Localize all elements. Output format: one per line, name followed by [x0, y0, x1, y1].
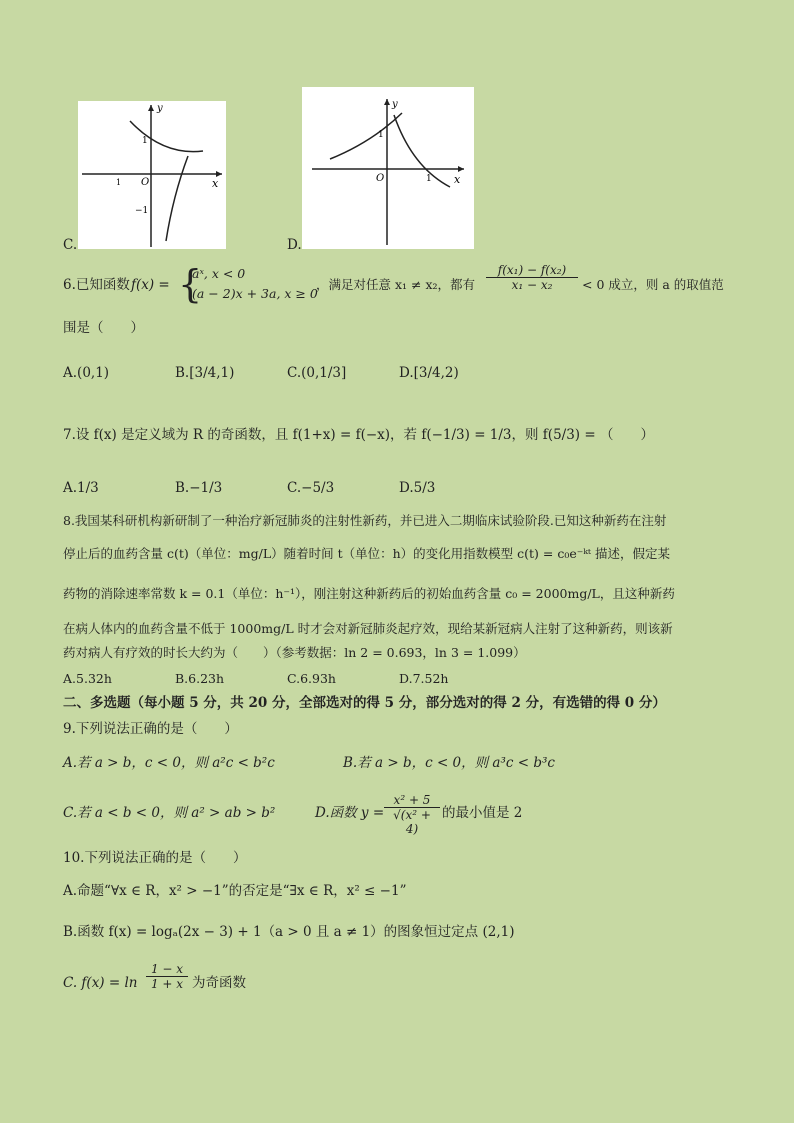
q10-option-b: B.函数 f(x) = logₐ(2x − 3) + 1（a > 0 且 a ≠ 1）的图象恒过定点 (2,1)	[63, 924, 515, 940]
graph-d-x-one: 1	[426, 174, 432, 184]
option-c-label: C.	[63, 237, 78, 253]
q7-option-a	[63, 479, 99, 497]
q6-case1: aˣ, x < 0	[192, 266, 246, 281]
q9-stem: 9.下列说法正确的是（ ）	[63, 721, 238, 737]
option-d-label: D.	[287, 237, 302, 253]
q7-option-b	[175, 479, 222, 497]
graph-c	[78, 101, 226, 249]
q6-option-b-value: [3/4,1)	[189, 365, 235, 381]
graph-d-x-label: x	[454, 173, 461, 186]
graph-c-origin: O	[141, 177, 150, 188]
q10-option-c-suffix: 为奇函数	[192, 975, 246, 991]
q9-option-c: C.若 a < b < 0，则 a² > ab > b²	[63, 805, 276, 821]
graph-c-x-one: 1	[116, 178, 122, 187]
q6-option-c-value: (0,1/3]	[301, 365, 347, 381]
q9-option-d-fraction	[384, 793, 440, 836]
q8-option-b	[175, 670, 224, 688]
q8-line3: 药物的消除速率常数 k = 0.1（单位：h⁻¹），刚注射这种新药后的初始血药含量 c₀ = 2000mg/L，且这种新药	[63, 586, 675, 601]
graph-d-origin: O	[376, 173, 385, 184]
q6-option-d-value: [3/4,2)	[413, 365, 459, 381]
q8-line4: 在病人体内的血药含量不低于 1000mg/L 时才会对新冠肺炎起疗效，现给某新冠病人注射了这种新药，则该新	[63, 621, 673, 636]
q9-option-a: A.若 a > b，c < 0，则 a²c < b²c	[63, 755, 275, 771]
graph-c-x-label: x	[212, 177, 219, 190]
q7-option-c	[287, 479, 334, 497]
q8-line2: 停止后的血药含量 c(t)（单位：mg/L）随着时间 t（单位：h）的变化用指数模型 c(t) = c₀e⁻ᵏᵗ 描述，假定某	[63, 546, 670, 561]
q9-option-b: B.若 a > b，c < 0，则 a³c < b³c	[343, 755, 555, 771]
q8-line5: 药对病人有疗效的时长大约为（ ）（参考数据：ln 2 = 0.693，ln 3 = 1.099）	[63, 645, 526, 660]
q9-option-d-num: x² + 5	[384, 793, 440, 808]
q6-option-b	[175, 364, 234, 382]
graph-c-y-neg-one: −1	[135, 206, 149, 216]
q7-option-a-value: 1/3	[77, 480, 99, 496]
q7-stem: 7.设 f(x) 是定义域为 R 的奇函数，且 f(1+x) = f(−x)，若 f(−1/3) = 1/3，则 f(5/3) = （ ）	[63, 427, 654, 443]
q6-option-b-label: B.	[175, 365, 190, 381]
q9-option-d-den: √(x² + 4)	[393, 808, 431, 836]
q6-function: f(x) =	[131, 277, 170, 293]
graph-d-y-label: y	[392, 99, 398, 110]
q6-prefix: 6.已知函数	[63, 277, 130, 293]
q7-option-c-label: C.	[287, 480, 302, 496]
q7-option-d	[399, 479, 435, 497]
q7-option-d-label: D.	[399, 480, 414, 496]
q6-fraction	[486, 263, 578, 292]
q8-option-a-label: A.	[63, 671, 77, 686]
q8-option-b-value: 6.23h	[188, 671, 225, 686]
q6-middle: ，满足对任意 x₁ ≠ x₂，都有	[316, 277, 476, 292]
q6-option-c	[287, 364, 346, 382]
graph-d-y-one: 1	[378, 130, 384, 140]
q10-option-a: A.命题“∀x ∈ R，x² > −1”的否定是“∃x ∈ R，x² ≤ −1”	[63, 883, 407, 899]
q8-option-a	[63, 670, 112, 688]
graph-c-y-label: y	[157, 103, 163, 114]
graph-c-y-one: 1	[142, 136, 148, 146]
q10-option-c-prefix: C. f(x) = ln	[63, 975, 138, 991]
q6-option-a	[63, 364, 109, 382]
q10-option-c-den: 1 + x	[150, 977, 184, 991]
q8-option-c	[287, 670, 336, 688]
q8-option-d-label: D.	[399, 671, 413, 686]
graph-d	[302, 87, 474, 249]
q7-option-a-label: A.	[63, 480, 78, 496]
q10-option-c-fraction	[146, 962, 188, 991]
q8-option-b-label: B.	[175, 671, 189, 686]
q9-option-d-suffix: 的最小值是 2	[442, 805, 523, 821]
q7-option-b-value: −1/3	[189, 480, 223, 496]
q6-fraction-den: x₁ − x₂	[511, 278, 553, 292]
q6-option-d-label: D.	[399, 365, 414, 381]
q10-option-c-num: 1 − x	[146, 962, 188, 977]
q6-case2: (a − 2)x + 3a, x ≥ 0	[192, 286, 318, 301]
q8-option-d	[399, 670, 448, 688]
q7-option-c-value: −5/3	[301, 480, 335, 496]
q6-suffix: < 0 成立，则 a 的取值范	[582, 277, 724, 292]
q8-line1: 8.我国某科研机构新研制了一种治疗新冠肺炎的注射性新药，并已进入二期临床试验阶段.已知这种新药在注射	[63, 513, 667, 528]
q8-option-c-label: C.	[287, 671, 301, 686]
q8-option-c-value: 6.93h	[300, 671, 336, 686]
q6-option-c-label: C.	[287, 365, 302, 381]
section-heading-multiple-choice: 二、多选题（每小题 5 分，共 20 分，全部选对的得 5 分，部分选对的得 2 分，有选错的得 0 分）	[63, 695, 666, 711]
q6-option-a-value: (0,1)	[77, 365, 110, 381]
q8-option-a-value: 5.32h	[76, 671, 112, 686]
q10-stem: 10.下列说法正确的是（ ）	[63, 850, 247, 866]
q6-option-d	[399, 364, 459, 382]
q9-option-d-prefix: D.函数 y =	[315, 805, 385, 821]
q6-brace: {	[178, 262, 203, 306]
q8-option-d-value: 7.52h	[412, 671, 449, 686]
q7-option-d-value: 5/3	[413, 480, 436, 496]
q7-option-b-label: B.	[175, 480, 190, 496]
q6-line2: 围是（ ）	[63, 320, 144, 336]
q6-fraction-num: f(x₁) − f(x₂)	[486, 263, 578, 278]
q6-option-a-label: A.	[63, 365, 78, 381]
